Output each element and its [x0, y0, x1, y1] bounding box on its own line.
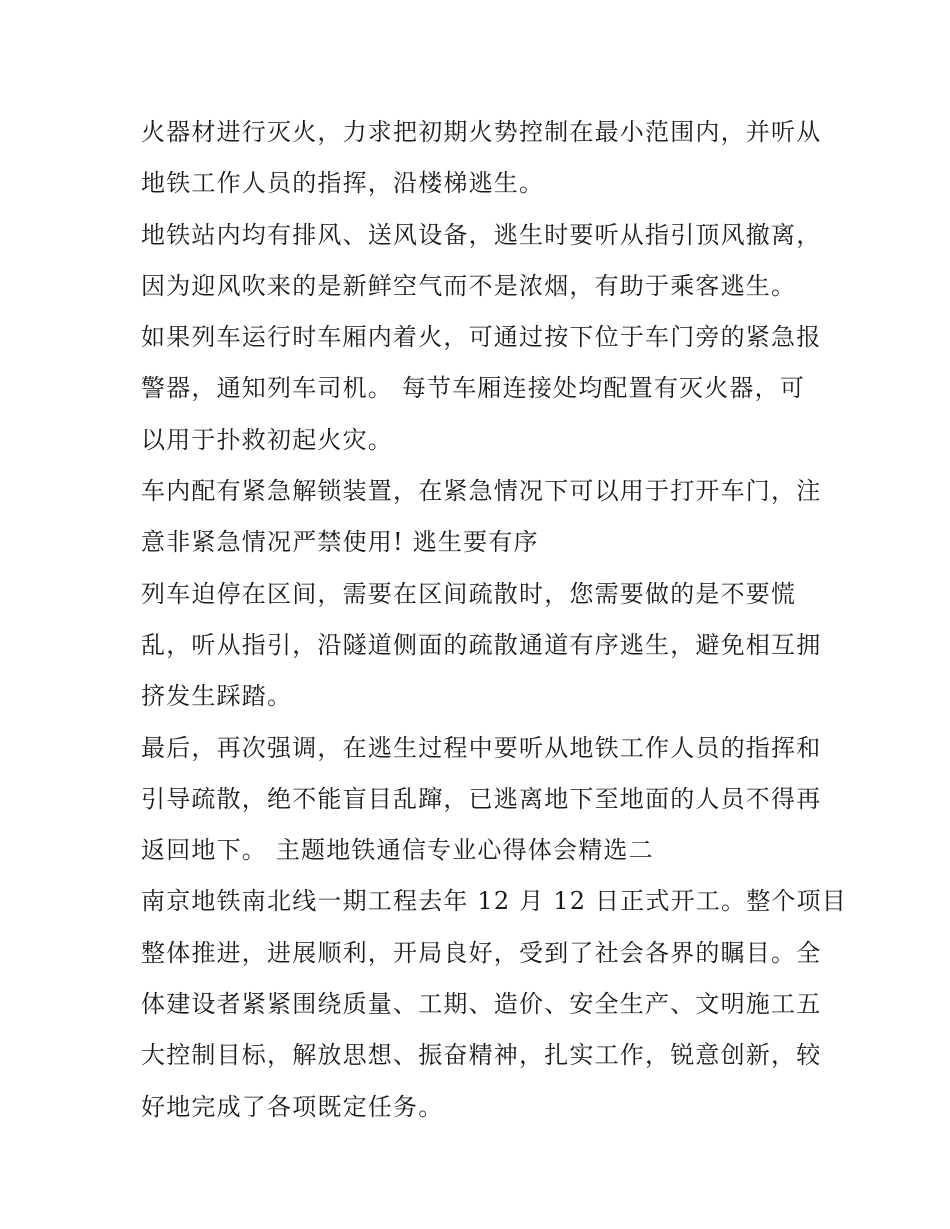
text-line: 火器材进行灭火，力求把初期火势控制在最小范围内，并听从	[141, 118, 822, 146]
text-line: 好地完成了各项既定任务。	[141, 1092, 444, 1121]
text-line: 乱，听从指引，沿隧道侧面的疏散通道有序逃生，避免相互拥	[141, 630, 822, 659]
text-line: 挤发生踩踏。	[141, 682, 293, 711]
text-line: 地铁站内均有排风、送风设备，逃生时要听从指引顶风撤离，	[141, 220, 822, 249]
text-line: 车内配有紧急解锁装置，在紧急情况下可以用于打开车门，注	[141, 477, 822, 506]
text-line: 以用于扑救初起火灾。	[141, 425, 393, 454]
text-line: 返回地下。 主题地铁通信专业心得体会精选二	[141, 836, 654, 865]
text-line: 最后，再次强调，在逃生过程中要听从地铁工作人员的指挥和	[141, 733, 822, 762]
text-line: 整体推进，进展顺利，开局良好，受到了社会各界的瞩目。全	[141, 938, 822, 967]
text-line: 因为迎风吹来的是新鲜空气而不是浓烟，有助于乘客逃生。	[141, 271, 797, 300]
text-line: 地铁工作人员的指挥，沿楼梯逃生。	[141, 169, 545, 198]
text-line: 警器，通知列车司机。 每节车厢连接处均配置有灭火器，可	[141, 374, 806, 403]
text-line: 如果列车运行时车厢内着火，可通过按下位于车门旁的紧急报	[141, 323, 822, 352]
text-line: 引导疏散，绝不能盲目乱蹿，已逃离地下至地面的人员不得再	[141, 784, 822, 813]
text-line: 大控制目标，解放思想、振奋精神，扎实工作，锐意创新，较	[141, 1041, 822, 1070]
text-line: 列车迫停在区间，需要在区间疏散时，您需要做的是不要慌	[141, 579, 797, 608]
text-line: 南京地铁南北线一期工程去年 12 月 12 日正式开工。整个项目	[141, 887, 847, 916]
text-line: 体建设者紧紧围绕质量、工期、造价、安全生产、文明施工五	[141, 990, 822, 1019]
text-line: 意非紧急情况严禁使用! 逃生要有序	[141, 528, 539, 557]
body-text	[141, 107, 847, 1133]
